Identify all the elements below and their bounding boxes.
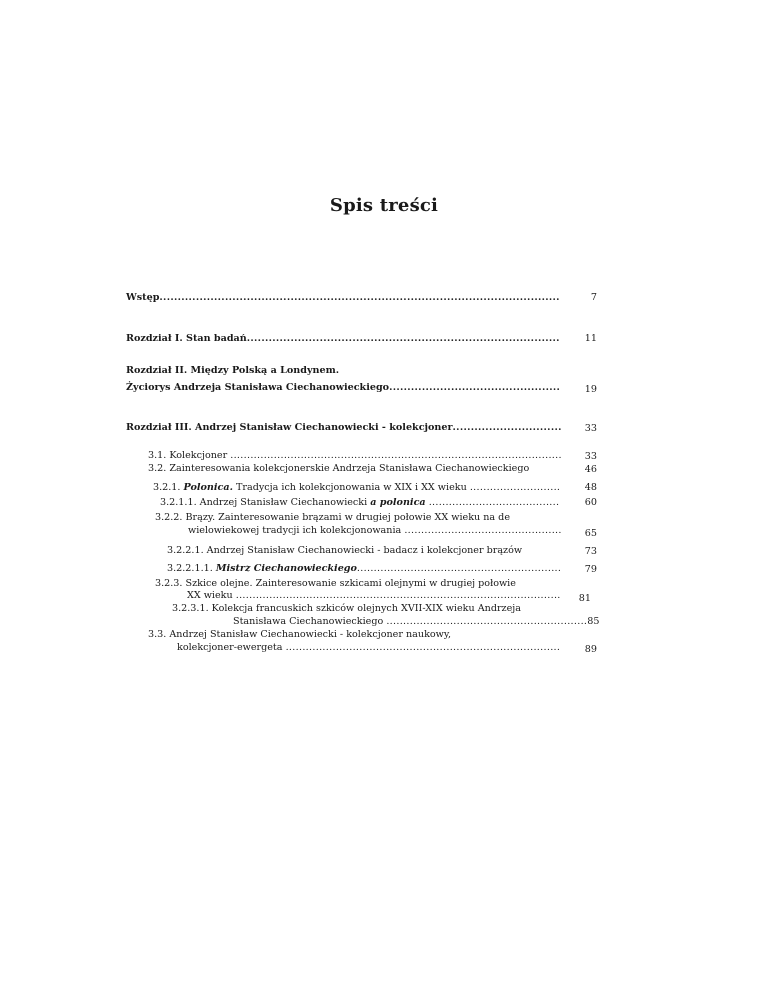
toc-entry-number: 3.2.1.: [153, 482, 184, 493]
toc-page-number: 65: [584, 528, 597, 539]
toc-page-number: 79: [584, 564, 597, 575]
toc-entry-label: kolekcjoner-ewergeta: [177, 642, 283, 653]
toc-entry-label: 3.1. Kolekcjoner: [148, 450, 228, 461]
toc-page-number: 33: [584, 423, 597, 434]
toc-entry-wstep[interactable]: [126, 292, 560, 304]
toc-page-number: 48: [584, 482, 597, 493]
toc-entry-emphasis: a polonica: [370, 497, 426, 508]
toc-entry-3-3[interactable]: [148, 629, 451, 641]
toc-page-number: 81: [578, 593, 591, 604]
toc-entry-emphasis: Mistrz Ciechanowieckiego: [215, 563, 357, 574]
toc-page-number: 89: [584, 644, 597, 655]
toc-entry-label: Rozdział I. Stan badań: [126, 333, 247, 344]
toc-entry-label: 3.2. Zainteresowania kolekcjonerskie Andrzeja Stanisława Ciechanowieckiego: [148, 463, 530, 474]
toc-page-number: 11: [584, 333, 597, 344]
toc-entry-label: Życiorys Andrzeja Stanisława Ciechanowieckiego: [126, 382, 390, 393]
toc-entry-3-2-2-cont[interactable]: [188, 525, 562, 537]
toc-entry-label: 3.3. Andrzej Stanisław Ciechanowiecki - kolekcjoner naukowy,: [148, 629, 452, 640]
toc-entry-number: 3.2.2.1.1.: [167, 563, 216, 574]
toc-entry-3-2-3-cont[interactable]: [187, 590, 561, 602]
toc-leader: .......................................: [428, 497, 560, 508]
toc-entry-label: wielowiekowej tradycji ich kolekcjonowania: [188, 525, 402, 536]
toc-entry-label: XX wieku: [187, 590, 233, 601]
toc-leader: ...........................: [469, 482, 561, 493]
toc-entry-3-2-2[interactable]: [155, 512, 510, 524]
toc-entry-label: Tradycja ich kolekcjonowania w XIX i XX wieku: [232, 482, 467, 493]
toc-leader: ..............................................................................................................: [159, 292, 560, 303]
toc-entry-3-2-1[interactable]: [153, 482, 560, 494]
toc-entry-label: 3.2.3. Szkice olejne. Zainteresowanie szkicami olejnymi w drugiej połowie: [155, 578, 516, 589]
toc-leader: ..................................................................................: [285, 642, 561, 653]
toc-entry-3-3-cont[interactable]: [177, 642, 560, 654]
page-title: Spis treści: [329, 195, 439, 216]
toc-entry-3-2-3-1-cont[interactable]: [233, 616, 600, 628]
toc-leader: ............................................................: [386, 616, 588, 627]
toc-page-number: 7: [590, 292, 597, 303]
toc-entry-rozdzial-2-cont[interactable]: [126, 382, 560, 394]
toc-page-number: 73: [584, 546, 597, 557]
toc-entry-rozdzial-2[interactable]: [126, 365, 339, 377]
toc-entry-3-2-2-1[interactable]: [167, 545, 522, 557]
toc-page-number: 33: [584, 451, 597, 462]
toc-leader: ......................................................................................: [246, 333, 560, 344]
toc-entry-label: 3.2.3.1. Kolekcja francuskich szkiców olejnych XVII-XIX wieku Andrzeja: [172, 603, 521, 614]
toc-entry-3-2-3-1[interactable]: [172, 603, 521, 615]
toc-entry-3-2-3[interactable]: [155, 578, 516, 590]
toc-page-number: 85: [587, 616, 600, 627]
toc-entry-label: Rozdział II. Między Polską a Londynem.: [126, 365, 340, 376]
toc-entry-emphasis: Polonica.: [183, 482, 233, 493]
toc-entry-label: 3.2.1.1. Andrzej Stanisław Ciechanowiecki: [160, 497, 371, 508]
toc-leader: .............................................................: [356, 563, 562, 574]
toc-leader: ...............................................: [389, 382, 561, 393]
toc-entry-label: 3.2.2. Brązy. Zainteresowanie brązami w drugiej połowie XX wieku na de: [155, 512, 511, 523]
toc-entry-3-2-2-1-1[interactable]: [167, 563, 561, 575]
toc-page-number: 19: [584, 384, 597, 395]
toc-entry-label: Rozdział III. Andrzej Stanisław Ciechanowiecki - kolekcjoner: [126, 422, 453, 433]
toc-leader: ...................................................................................................: [230, 450, 562, 461]
toc-entry-3-2[interactable]: [148, 463, 529, 475]
toc-entry-label: Wstęp: [126, 292, 160, 303]
toc-entry-rozdzial-1[interactable]: [126, 333, 560, 345]
toc-page-number: 46: [584, 464, 597, 475]
toc-entry-3-1[interactable]: [148, 450, 562, 462]
toc-entry-label: Stanisława Ciechanowieckiego: [233, 616, 384, 627]
toc-entry-3-2-1-1[interactable]: [160, 497, 559, 509]
toc-leader: ...............................................: [404, 525, 562, 536]
toc-page-number: 60: [584, 497, 597, 508]
toc-entry-label: 3.2.2.1. Andrzej Stanisław Ciechanowiecki - badacz i kolekcjoner brązów: [167, 545, 523, 556]
toc-leader: ..............................: [452, 422, 562, 433]
toc-leader: .................................................................................................: [235, 590, 561, 601]
toc-entry-rozdzial-3[interactable]: [126, 422, 562, 434]
